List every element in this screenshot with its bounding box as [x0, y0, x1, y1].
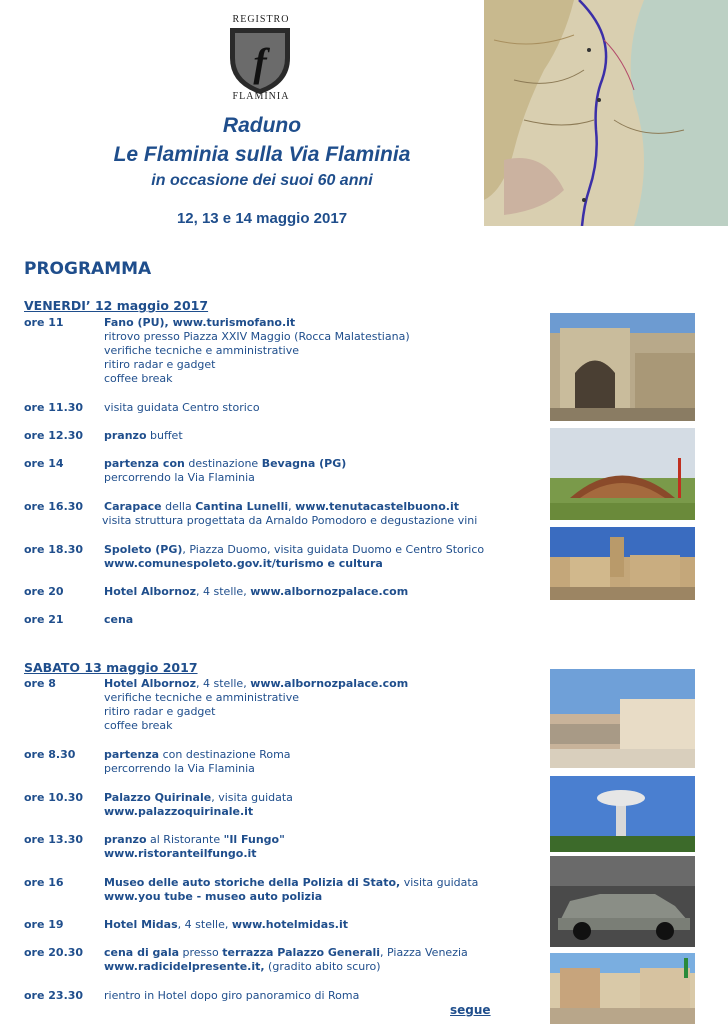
photo-quirinale: [550, 669, 695, 768]
registro-flaminia-logo: [222, 14, 298, 104]
time-label: ore 14: [24, 457, 64, 470]
event-link[interactable]: www.you tube - museo auto polizia: [104, 890, 323, 903]
event-bold: terrazza Palazzo Generali: [222, 946, 381, 959]
saturday-heading: SABATO 13 maggio 2017: [24, 660, 198, 675]
event-title: [104, 543, 484, 556]
title-raduno: Raduno: [222, 114, 302, 137]
event-text: (gradito abito scuro): [264, 960, 381, 973]
time-label: ore 13.30: [24, 833, 84, 846]
time-label: ore 12.30: [24, 429, 84, 442]
svg-text:f: f: [253, 40, 267, 85]
event-bold: pranzo: [104, 833, 147, 846]
event-link[interactable]: www.albornozpalace.com: [250, 677, 409, 690]
event-title: [104, 946, 468, 959]
event-link[interactable]: www.palazzoquirinale.it: [104, 805, 254, 818]
photo-fano-arch: [550, 313, 695, 421]
event-link[interactable]: www.radicidelpresente.it,: [104, 960, 265, 973]
event-detail: percorrendo la Via Flaminia: [104, 762, 255, 775]
event-bold: Hotel Albornoz: [104, 585, 197, 598]
event-title: [104, 429, 183, 442]
photo-piazza-venezia: [550, 953, 695, 1024]
time-label: ore 8: [24, 677, 56, 690]
event-text: con destinazione Roma: [159, 748, 291, 761]
event-bold: partenza con: [104, 457, 185, 470]
event-title: [104, 918, 348, 931]
event-title: [104, 748, 291, 761]
event-text: ,: [288, 500, 296, 513]
logo-top-text: REGISTRO: [232, 14, 290, 25]
event-text: , Piazza Venezia: [380, 946, 468, 959]
event-text: , 4 stelle,: [196, 677, 251, 690]
time-label: ore 20.30: [24, 946, 84, 959]
event-text: buffet: [146, 429, 183, 442]
event-text: al Ristorante: [146, 833, 224, 846]
time-label: ore 20: [24, 585, 64, 598]
photo-fungo: [550, 776, 695, 852]
event-bold: Hotel Albornoz: [104, 677, 197, 690]
time-label: ore 23.30: [24, 989, 84, 1002]
event-detail: ritrovo presso Piazza XXIV Maggio (Rocca Malatestiana): [104, 330, 410, 343]
event-text: , 4 stelle,: [196, 585, 251, 598]
title-main: Le Flaminia sulla Via Flaminia: [113, 143, 411, 166]
friday-heading: VENERDI’ 12 maggio 2017: [24, 298, 209, 313]
event-link[interactable]: www.hotelmidas.it: [231, 918, 348, 931]
event-detail: percorrendo la Via Flaminia: [104, 471, 255, 484]
event-title: Fano (PU), www.turismofano.it: [104, 316, 296, 329]
event-dates: 12, 13 e 14 maggio 2017: [176, 210, 348, 227]
event-detail: verifiche tecniche e amministrative: [104, 691, 299, 704]
event-bold: "Il Fungo": [223, 833, 285, 846]
photo-spoleto: [550, 527, 695, 600]
event-bold: Carapace: [104, 500, 162, 513]
event-title: visita guidata Centro storico: [104, 401, 260, 414]
logo-bottom-text: FLAMINIA: [232, 91, 290, 102]
time-label: ore 10.30: [24, 791, 84, 804]
event-title: [104, 876, 478, 889]
time-label: ore 11: [24, 316, 64, 329]
event-detail: [104, 960, 381, 973]
time-label: ore 18.30: [24, 543, 84, 556]
event-detail: verifiche tecniche e amministrative: [104, 344, 299, 357]
event-bold: Bevagna (PG): [261, 457, 347, 470]
event-title: rientro in Hotel dopo giro panoramico di Roma: [104, 989, 360, 1002]
event-text: , visita guidata: [211, 791, 293, 804]
time-label: ore 8.30: [24, 748, 76, 761]
event-detail: coffee break: [104, 719, 173, 732]
photo-police-car: [550, 856, 695, 947]
event-detail: ritiro radar e gadget: [104, 358, 216, 371]
event-title: [104, 791, 293, 804]
event-text: presso: [179, 946, 223, 959]
event-link[interactable]: www.comunespoleto.gov.it/turismo e cultura: [104, 557, 383, 570]
event-bold: Hotel Midas: [104, 918, 178, 931]
event-link[interactable]: www.tenutacastelbuono.it: [295, 500, 459, 513]
time-label: ore 16.30: [24, 500, 84, 513]
event-link[interactable]: www.albornozpalace.com: [250, 585, 409, 598]
event-detail: coffee break: [104, 372, 173, 385]
event-link[interactable]: www.ristoranteilfungo.it: [104, 847, 257, 860]
event-bold: Spoleto (PG): [104, 543, 183, 556]
time-label: ore 16: [24, 876, 64, 889]
event-title: [104, 457, 346, 470]
event-title: [104, 500, 459, 513]
event-title: [104, 585, 408, 598]
event-text: , 4 stelle,: [177, 918, 232, 931]
title-subtitle: in occasione dei suoi 60 anni: [151, 172, 373, 189]
event-bold: cena di gala: [104, 946, 180, 959]
time-label: ore 21: [24, 613, 64, 626]
event-text: visita guidata: [400, 876, 479, 889]
time-label: ore 11.30: [24, 401, 84, 414]
map-image: [484, 0, 728, 226]
event-detail: visita struttura progettata da Arnaldo Pomodoro e degustazione vini: [102, 514, 478, 527]
programma-heading: PROGRAMMA: [24, 259, 152, 279]
event-title: cena: [104, 613, 134, 626]
event-title: [104, 677, 408, 690]
event-bold: Cantina Lunelli: [195, 500, 289, 513]
event-bold: Museo delle auto storiche della Polizia di Stato,: [104, 876, 401, 889]
time-label: ore 19: [24, 918, 64, 931]
event-detail: ritiro radar e gadget: [104, 705, 216, 718]
event-text: destinazione: [184, 457, 262, 470]
event-text: , Piazza Duomo, visita guidata Duomo e Centro Storico: [182, 543, 485, 556]
photo-carapace: [550, 428, 695, 520]
segue-link[interactable]: segue: [450, 1003, 491, 1017]
event-bold: partenza: [104, 748, 160, 761]
event-title: [104, 833, 285, 846]
event-text: della: [161, 500, 196, 513]
event-bold: Palazzo Quirinale: [104, 791, 212, 804]
event-bold: pranzo: [104, 429, 147, 442]
